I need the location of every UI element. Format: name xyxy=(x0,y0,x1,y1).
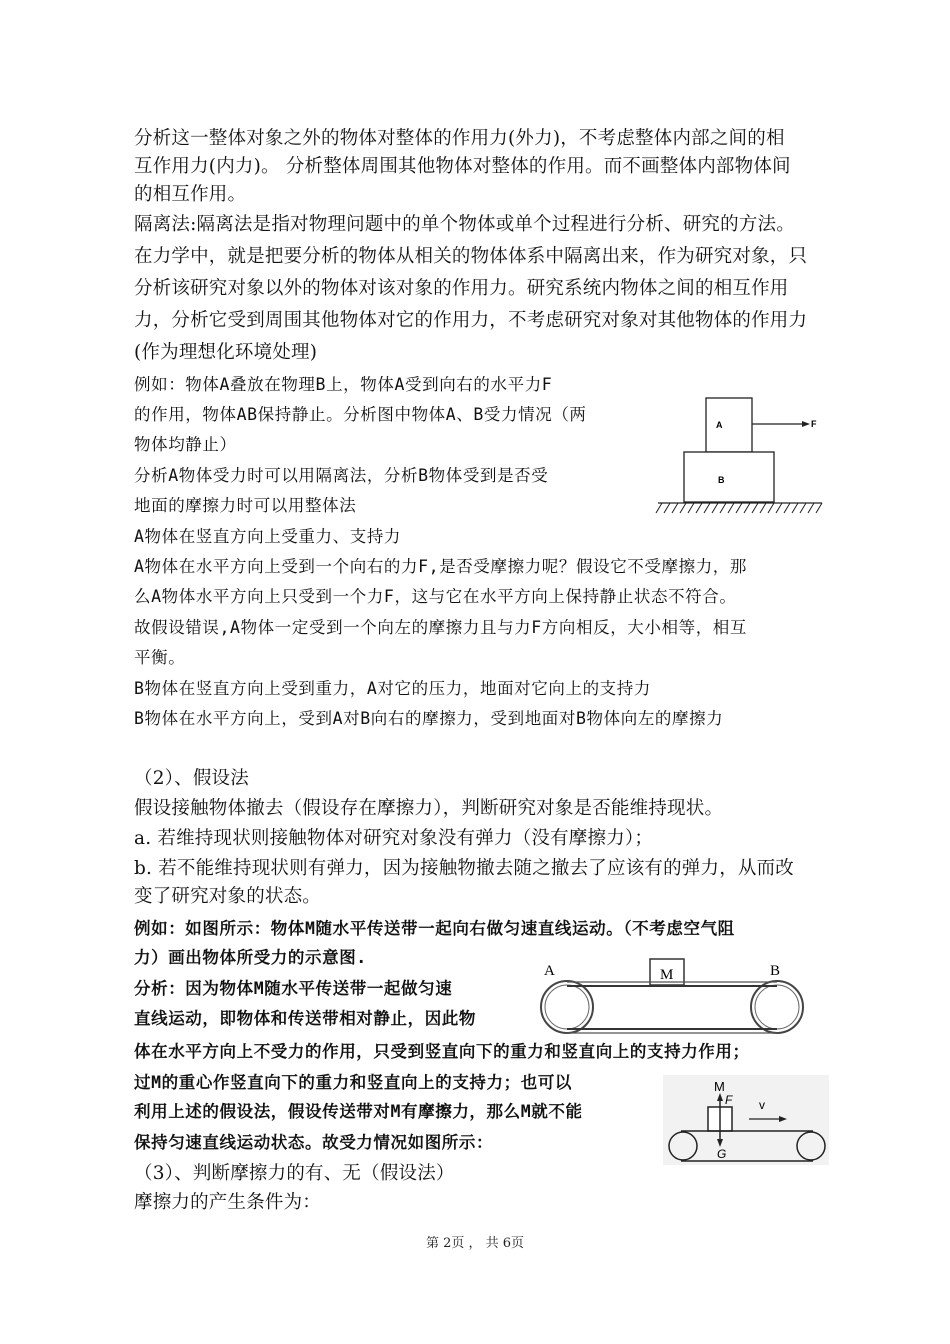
text-line: 的相互作用。 xyxy=(134,184,247,205)
text-line: 分析：因为物体M随水平传送带一起做匀速 xyxy=(134,979,453,998)
label-b: B xyxy=(770,963,781,979)
text-line: 例如：如图所示：物体M随水平传送带一起向右做匀速直线运动。（不考虑空气阻 xyxy=(134,919,735,938)
label-m: M xyxy=(714,1079,725,1094)
text-line: 假设接触物体撤去（假设存在摩擦力），判断研究对象是否能维持现状。 xyxy=(134,798,724,819)
conveyor-belt-figure xyxy=(532,955,816,1037)
text-line: 在力学中，就是把要分析的物体从相关的物体体系中隔离出来，作为研究对象，只 xyxy=(134,246,808,267)
ground-hatch xyxy=(656,503,822,513)
text-line: 变了研究对象的状态。 xyxy=(134,886,322,907)
text-line: 么A物体水平方向上只受到一个力F，这与它在水平方向上保持静止状态不符合。 xyxy=(134,587,737,606)
text-line: 互作用力(内力)。 分析整体周围其他物体对整体的作用。而不画整体内部物体间 xyxy=(134,156,791,177)
label-a: A xyxy=(544,963,555,979)
label-v: v xyxy=(759,1098,765,1112)
block-b xyxy=(684,452,774,502)
text-line: (作为理想化环境处理) xyxy=(134,342,318,363)
label-f: F xyxy=(811,419,817,429)
label-b: B xyxy=(718,475,725,485)
label-g: G xyxy=(717,1147,727,1161)
force-diagram-figure xyxy=(663,1075,829,1165)
force-f-arrowhead xyxy=(802,421,810,427)
text-line: 力）画出物体所受力的示意图. xyxy=(134,948,367,967)
text-line: B物体在水平方向上，受到A对B向右的摩擦力，受到地面对B物体向左的摩擦力 xyxy=(134,709,724,728)
section-heading: （2）、假设法 xyxy=(134,768,249,789)
text-line: 例如：物体A叠放在物理B上，物体A受到向右的水平力F xyxy=(134,375,553,394)
right-pulley-inner xyxy=(755,985,799,1029)
text-line: 地面的摩擦力时可以用整体法 xyxy=(134,496,357,515)
text-line: 隔离法:隔离法是指对物理问题中的单个物体或单个过程进行分析、研究的方法。 xyxy=(134,214,795,235)
text-line: 的作用，物体AB保持静止。分析图中物体A、B受力情况（两 xyxy=(134,405,587,424)
page-footer: 第 2页 ， 共 6页 xyxy=(425,1236,525,1251)
section-heading: （3）、判断摩擦力的有、无（假设法） xyxy=(134,1163,455,1184)
text-line: 体在水平方向上不受力的作用，只受到竖直向下的重力和竖直向上的支持力作用； xyxy=(134,1042,750,1061)
label-a: A xyxy=(716,420,723,430)
text-line: 故假设错误,A物体一定受到一个向左的摩擦力且与力F方向相反，大小相等，相互 xyxy=(134,618,748,637)
label-m: M xyxy=(660,967,674,983)
text-line: A物体在水平方向上受到一个向右的力F,是否受摩擦力呢？假设它不受摩擦力，那 xyxy=(134,557,748,576)
left-pulley-inner xyxy=(545,985,589,1029)
text-line: 平衡。 xyxy=(134,648,186,667)
text-line: 利用上述的假设法，假设传送带对M有摩擦力，那么M就不能 xyxy=(134,1102,583,1121)
text-line: a. 若维持现状则接触物体对研究对象没有弹力（没有摩擦力）； xyxy=(134,828,654,849)
stacked-blocks-figure xyxy=(652,392,832,524)
text-line: 物体均静止） xyxy=(134,435,237,454)
right-pulley xyxy=(751,981,803,1033)
text-line: 过M的重心作竖直向下的重力和竖直向上的支持力；也可以 xyxy=(134,1073,573,1092)
text-line: 分析A物体受力时可以用隔离法，分析B物体受到是否受 xyxy=(134,466,549,485)
text-line: 保持匀速直线运动状态。故受力情况如图所示： xyxy=(134,1133,494,1152)
text-line: 力，分析它受到周围其他物体对它的作用力，不考虑研究对象对其他物体的作用力 xyxy=(134,310,808,331)
figure-background xyxy=(663,1075,829,1165)
block-a xyxy=(706,398,752,452)
text-line: 直线运动，即物体和传送带相对静止，因此物 xyxy=(134,1009,476,1028)
label-f: F xyxy=(725,1093,733,1107)
text-line: B物体在竖直方向上受到重力，A对它的压力，地面对它向上的支持力 xyxy=(134,679,651,698)
text-line: 分析这一整体对象之外的物体对整体的作用力(外力)，不考虑整体内部之间的相 xyxy=(134,128,785,149)
left-pulley xyxy=(541,981,593,1033)
text-line: A物体在竖直方向上受重力、支持力 xyxy=(134,527,402,546)
text-line: 摩擦力的产生条件为： xyxy=(134,1192,322,1213)
text-line: 分析该研究对象以外的物体对该对象的作用力。研究系统内物体之间的相互作用 xyxy=(134,278,789,299)
text-line: b. 若不能维持现状则有弹力，因为接触物撤去随之撤去了应该有的弹力，从而改 xyxy=(134,858,795,879)
